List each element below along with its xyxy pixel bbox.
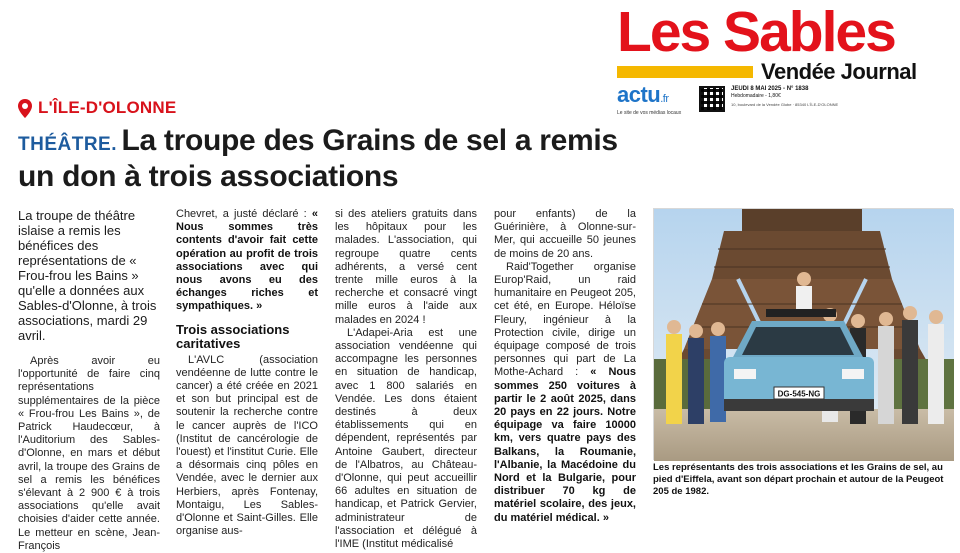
article-photo <box>653 208 953 460</box>
quote-bold: « Nous sommes 250 voitures à partir le 2 août 2025, dans 20 pays en 22 jours. Notre équipage va faire 10000 km, vers quatre pays des Balkans, la Roumanie, l'Albanie, la Macédoine du Nord et la Bulgarie, pour distribuer 70 kg de matériel scolaire, des jeux, du matériel médical. » <box>494 366 636 524</box>
actu-wordmark: actu.fr <box>617 82 669 107</box>
article-column-1 <box>18 208 160 553</box>
article-column-4 <box>494 208 636 525</box>
issue-date: JEUDI 8 MAI 2025 - N° 1838 <box>731 86 809 92</box>
article-paragraph: pour enfants) de la Guérinière, à Olonne-sur-Mer, qui accueille 50 jeunes de moins de 20 ans. <box>494 208 636 260</box>
license-plate: DG-545-NG <box>777 389 821 399</box>
location-pin-icon <box>18 99 32 118</box>
actu-tagline: Le site de vos médias locaux <box>617 110 682 116</box>
location-label: L'ÎLE-D'OLONNE <box>38 98 177 117</box>
quote-bold: « Nous sommes très contents d'avoir fait cette opération au profit de trois associations avec qui nous avons eu des échanges riches et sympathiques. » <box>176 208 318 313</box>
actu-logo <box>617 84 689 120</box>
headline <box>18 123 618 195</box>
article-paragraph: Chevret, a justé déclaré : « Nous sommes très contents d'avoir fait cette opération au profit de trois associations avec qui nous avons eu des échanges riches et sympathiques. » <box>176 208 318 313</box>
headline-kicker: THÉÂTRE. <box>18 134 117 155</box>
issue-price: Hebdomadaire - 1,80€ <box>731 93 781 99</box>
masthead-yellow-bar <box>617 66 753 78</box>
masthead <box>617 2 935 124</box>
article-column-2 <box>176 208 318 538</box>
article-paragraph: Raid'Together organise Europ'Raid, un raid humanitaire en Peugeot 205, cet été, en Europe. Héloïse Fleury, ingénieur à la Protection civile, dirige un équipage composé de trois personnes qui part de La Mothe-Achard : « Nous sommes 250 voitures à partir le 2 août 2025, dans 20 pays en 22 jours. Notre équipage va faire 10000 km, vers quatre pays des Balkans, la Roumanie, l'Albanie, la Macédoine du Nord et la Bulgarie, pour distribuer 70 kg de matériel scolaire, des jeux, du matériel médical. » <box>494 260 636 524</box>
newspaper-subtitle: Vendée Journal <box>761 59 917 84</box>
article-column-3 <box>335 208 477 551</box>
article-paragraph: L'Adapei-Aria est une association vendéenne qui accompagne les personnes en situation de handicap, avec 1 800 salariés en Vendée. Les dons étaient destinés à deux établissements qui en dépendent, représentés par Antoine Gaubert, directeur de l'Albatros, au Château-d'Olonne, qui peut accueillir 66 adultes en situation de handicap, et Patrick Gervier, administrateur de l'association et délégué à l'IME (Institut médicalisé <box>335 326 477 551</box>
article-subhead: Trois associations caritatives <box>176 321 290 351</box>
article-paragraph: si des ateliers gratuits dans les hôpitaux pour les malades. L'association, qui regroupe quatre cents adhérents, a versé cent trente mille euros à la recherche et consacré vingt mille euros à l'aide aux malades en 2024 ! <box>335 208 477 326</box>
issue-info <box>731 86 935 108</box>
photo-caption: Les représentants des trois associations et les Grains de sel, au pied d'Eiffela, avant son départ prochain et autour de la Peugeot 205 de 1982. <box>653 462 944 497</box>
group-photo-illustration <box>654 209 954 461</box>
issue-address: 10, boulevard de la Vendée Globe · 85340 L'ÎLE-D'OLONNE <box>731 102 839 107</box>
qr-code-icon <box>699 86 725 112</box>
article-paragraph: Après avoir eu l'opportunité de faire cinq représentations supplémentaires de la pièce « Frou-frou Les Bains », de Patrick Haudecœur, à l'Auditorium des Sables-d'Olonne, en mars et début avril, la troupe des Grains de sel a remis les bénéfices s'élevant à 2 900 € à trois associations qu'elle avait choisies d'aider cette année. Le metteur en scène, Jean-François <box>18 355 160 552</box>
article-lead: La troupe de théâtre islaise a remis les bénéfices des représentations de « Frou-frou les Bains » qu'elle a données aux Sables-d'Olonne, à trois associations, mardi 29 avril. <box>18 208 157 343</box>
section-location <box>18 97 176 119</box>
newspaper-title: Les Sables <box>617 0 895 64</box>
headline-title: La troupe des Grains de sel a remis un don à trois associations <box>18 124 618 193</box>
article-paragraph: L'AVLC (association vendéenne de lutte contre le cancer) a été créée en 2021 et son but principal est de soutenir la recherche contre le cancer auprès de l'ICO (Institut de cancérologie de l'ouest) et l'institut Curie. Elle a désormais cinq pôles en Vendée, avec le dernier aux Herbiers, après Fontenay, Montaigu, Les Sables-d'Olonne et Saint-Gilles. Elle organise aus- <box>176 353 318 538</box>
